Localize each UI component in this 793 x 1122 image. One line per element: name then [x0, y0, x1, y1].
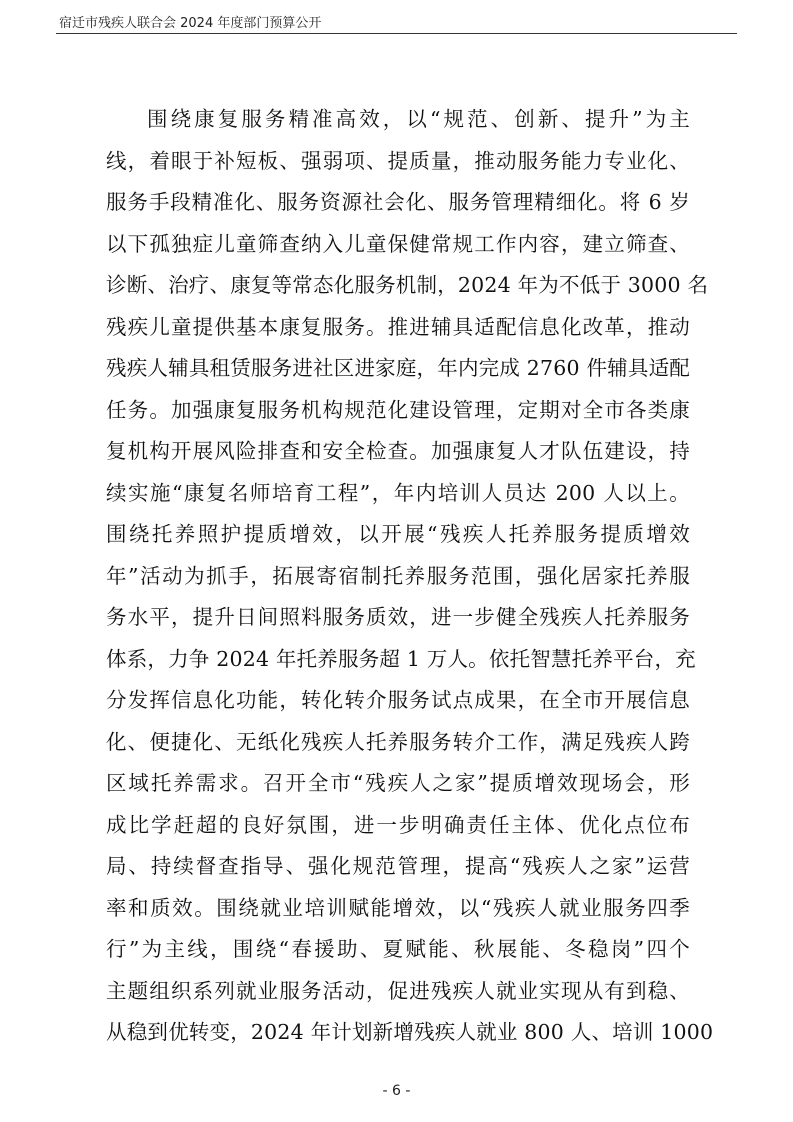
paragraph-line: 从稳到优转变，2024 年计划新增残疾人就业 800 人、培训 1000 — [106, 1020, 714, 1044]
paragraph-line: 行”为主线，围绕“春援助、夏赋能、秋展能、冬稳岗”四个 — [106, 937, 690, 961]
paragraph-line: 复机构开展风险排查和安全检查。加强康复人才队伍建设，持 — [106, 439, 690, 463]
paragraph-line: 年”活动为抓手，拓展寄宿制托养服务范围，强化居家托养服 — [106, 563, 690, 588]
paragraph-line: 务水平，提升日间照料服务质效，进一步健全残疾人托养服务 — [106, 605, 690, 629]
paragraph-line: 残疾人辅具租赁服务进社区进家庭，年内完成 2760 件辅具适配 — [106, 356, 690, 380]
paragraph-line: 局、持续督查指导、强化规范管理，提高“残疾人之家”运营 — [106, 854, 690, 878]
body-paragraph — [106, 99, 714, 1054]
paragraph-line: 续实施“康复名师培育工程”，年内培训人员达 200 人以上。 — [106, 480, 690, 505]
paragraph-line: 围绕康复服务精准高效，以“规范、创新、提升”为主 — [147, 107, 690, 131]
paragraph-line: 主题组织系列就业服务活动，促进残疾人就业实现从有到稳、 — [106, 978, 690, 1003]
paragraph-line: 围绕托养照护提质增效，以开展“残疾人托养服务提质增效 — [106, 522, 690, 546]
paragraph-line: 化、便捷化、无纸化残疾人托养服务转介工作，满足残疾人跨 — [106, 729, 690, 754]
paragraph-line: 分发挥信息化功能，转化转介服务试点成果，在全市开展信息 — [106, 688, 690, 712]
page-number: - 6 - — [382, 1083, 411, 1099]
paragraph-line: 以下孤独症儿童筛查纳入儿童保健常规工作内容，建立筛查、 — [106, 231, 690, 256]
paragraph-line: 线，着眼于补短板、强弱项、提质量，推动服务能力专业化、 — [106, 148, 690, 173]
header-rule — [56, 33, 737, 34]
paragraph-line: 区域托养需求。召开全市“残疾人之家”提质增效现场会，形 — [106, 771, 690, 795]
paragraph-line: 服务手段精准化、服务资源社会化、服务管理精细化。将 6 岁 — [106, 190, 690, 214]
paragraph-line: 诊断、治疗、康复等常态化服务机制，2024 年为不低于 3000 名 — [106, 273, 709, 297]
paragraph-line: 任务。加强康复服务机构规范化建设管理，定期对全市各类康 — [106, 397, 690, 422]
paragraph-line: 成比学赶超的良好氛围，进一步明确责任主体、优化点位布 — [106, 812, 690, 837]
paragraph-line: 体系，力争 2024 年托养服务超 1 万人。依托智慧托养平台，充 — [106, 646, 696, 671]
paragraph-line: 率和质效。围绕就业培训赋能增效，以“残疾人就业服务四季 — [106, 895, 690, 920]
page-header-title: 宿迁市残疾人联合会 2024 年度部门预算公开 — [59, 16, 322, 31]
paragraph-line: 残疾儿童提供基本康复服务。推进辅具适配信息化改革，推动 — [106, 314, 690, 339]
